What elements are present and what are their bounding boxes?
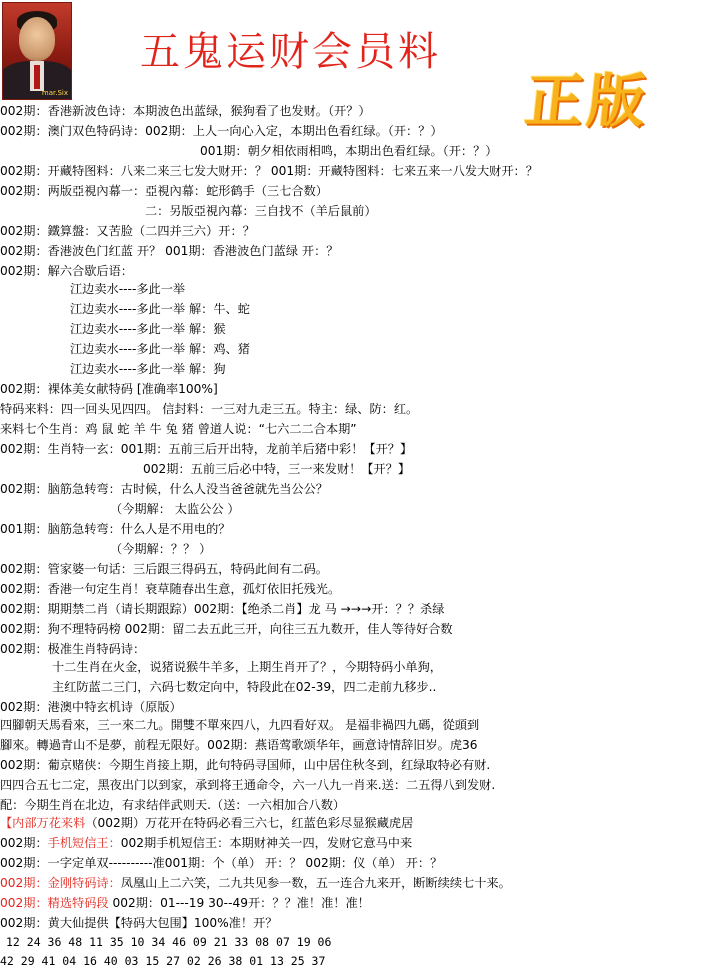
text-line: 主红防蓝二三门，六码七数定向中，特段此在02-39，四二走前九移步..: [52, 680, 437, 694]
text-line: [0, 894, 370, 912]
text-line: 002期：狗不理特码榜 002期：留二去五此三开，向往三五九数开，佳人等待好合数: [0, 622, 453, 636]
text-line: 001期：脑筋急转弯：什么人是不用电的？: [0, 522, 231, 536]
number-row: 42 29 41 04 16 40 03 15 27 02 26 38 01 13 25 37: [0, 954, 326, 968]
text-line: 四四合五七二定，黑夜出门以到家，承到将王通命令，六一八九一肖来.送：二五得八到发财.: [0, 778, 496, 792]
text-line: 江边卖水----多此一举 解：牛、蛇: [70, 302, 250, 316]
text-line: 江边卖水----多此一举: [70, 282, 186, 296]
text-line: 002期：香港一句定生肖！衰草随春出生意，孤灯依旧托残光。: [0, 582, 341, 596]
text-line: 002期：葡京赌侠：今期生肖接上期，此句特码寻国师，山中居住秋冬到，红绿取特必有财.: [0, 758, 491, 772]
text-line: 配：今期生肖在北边，有求结伴武则天.（送：一六相加合八数）: [0, 798, 346, 812]
portrait-face: [19, 17, 55, 61]
number-row: 12 24 36 48 11 35 10 34 46 09 21 33 08 07 19 06: [6, 935, 332, 949]
text-line: 002期：解六合歇后语：: [0, 264, 133, 278]
text-segment: 【内部万花来料: [0, 816, 86, 830]
text-line: 002期：一字定单双----------准001期：个（单） 开：？ 002期：仪（单） 开：？: [0, 856, 443, 870]
text-line: 002期：管家婆一句话：三后跟三得码五，特码此间有二码。: [0, 562, 328, 576]
text-line: 江边卖水----多此一举 解：猴: [70, 322, 226, 336]
text-line: 二：另版亞視內幕：三自找不（羊后鼠前）: [145, 204, 377, 218]
text-line: 四腳朝天馬看來，三一來二九。開雙不單來四八，九四看好双。 是福非禍四九碼，從頭到: [0, 718, 480, 732]
text-line: 腳來。轉過青山不是夢，前程无限好。002期：燕语莺歌颂华年，画意诗情辞旧岁。虎36: [0, 738, 478, 752]
text-line: 002期：黄大仙提供【特码大包围】100%准！开？: [0, 916, 278, 930]
text-line: 002期：两版亞視內幕一：亞視內幕：蛇形鹤手（三七合数）: [0, 184, 328, 198]
text-segment: 凤凰山上二六笑，二九共见参一数，五一连合九来开，断断续续七十来。: [120, 876, 511, 890]
text-segment: 002期：精选特码段: [0, 896, 109, 910]
genuine-stamp: 正版: [521, 67, 654, 135]
text-line: 002期：香港新波色诗：本期波色出蓝绿，猴狗看了也发财。（开？）: [0, 104, 371, 118]
text-segment: 002期手机短信王：本期财神关一四，发财它意马中来: [120, 836, 413, 850]
text-line: 002期：港澳中特玄机诗（原版）: [0, 700, 182, 714]
text-line: 002期：期期禁二肖（请长期跟踪）002期：【绝杀二肖】龙 马 →→→开：？？杀绿: [0, 602, 445, 616]
text-segment: 002期：: [0, 836, 48, 850]
text-line: 002期：五前三后必中特，三一来发财！【开？】: [143, 462, 411, 476]
text-line: 002期：生肖特一玄：001期：五前三后开出特，龙前羊后猪中彩！【开？】: [0, 442, 413, 456]
portrait-tie: [34, 65, 40, 89]
text-line: 002期：裸体美女献特码 [准确率100%]: [0, 382, 218, 396]
portrait-caption: mar.Six: [41, 89, 68, 97]
text-segment: （002期）万花开在特码必看三六七，红蓝色彩尽显猴藏虎居: [85, 816, 414, 830]
text-line: （今期解： 太监公公 ）: [110, 502, 240, 516]
text-line: 001期：朝夕相依雨相鸣，本期出色看红绿。（开：？）: [200, 144, 498, 158]
member-portrait: [2, 2, 72, 100]
text-line: [0, 834, 412, 852]
page-title: 五鬼运财会员料: [140, 29, 441, 75]
text-line: （今期解：？？ ）: [110, 542, 212, 556]
text-line: 十二生肖在火金，说猪说猴牛羊多，上期生肖开了？，今期特码小单狗，: [52, 660, 442, 674]
text-segment: 002期：01---19 30--49开：？？准！准！准！: [108, 896, 370, 910]
text-line: 002期：香港波色门红蓝 开？ 001期：香港波色门蓝绿 开：？: [0, 244, 339, 258]
text-line: 002期：脑筋急转弯：古时候，什么人没当爸爸就先当公公？: [0, 482, 328, 496]
text-segment: 手机短信王：: [47, 836, 121, 850]
text-line: 江边卖水----多此一举 解：鸡、猪: [70, 342, 250, 356]
text-line: [0, 814, 413, 832]
text-line: 002期：极准生肖特码诗：: [0, 642, 146, 656]
text-line: 江边卖水----多此一举 解：狗: [70, 362, 226, 376]
text-line: [0, 874, 511, 892]
text-segment: 002期：金刚特码诗：: [0, 876, 121, 890]
text-line: 002期：开藏特图料：八来二来三七发大财开：？ 001期：开藏特图料：七来五来一八发大财开：？: [0, 164, 538, 178]
text-line: 002期：鐵算盤：又苦脸（二四并三六）开：？: [0, 224, 255, 238]
text-line: 002期：澳门双色特码诗：002期：上人一向心入定，本期出色看红绿。（开：？）: [0, 124, 443, 138]
text-line: 特码来料：四一回头见四四。 信封料：一三对九走三五。特主：绿、防：红。: [0, 402, 419, 416]
text-line: 来料七个生肖：鸡 鼠 蛇 羊 牛 兔 猪 曾道人说：“七六二二合本期”: [0, 422, 357, 436]
